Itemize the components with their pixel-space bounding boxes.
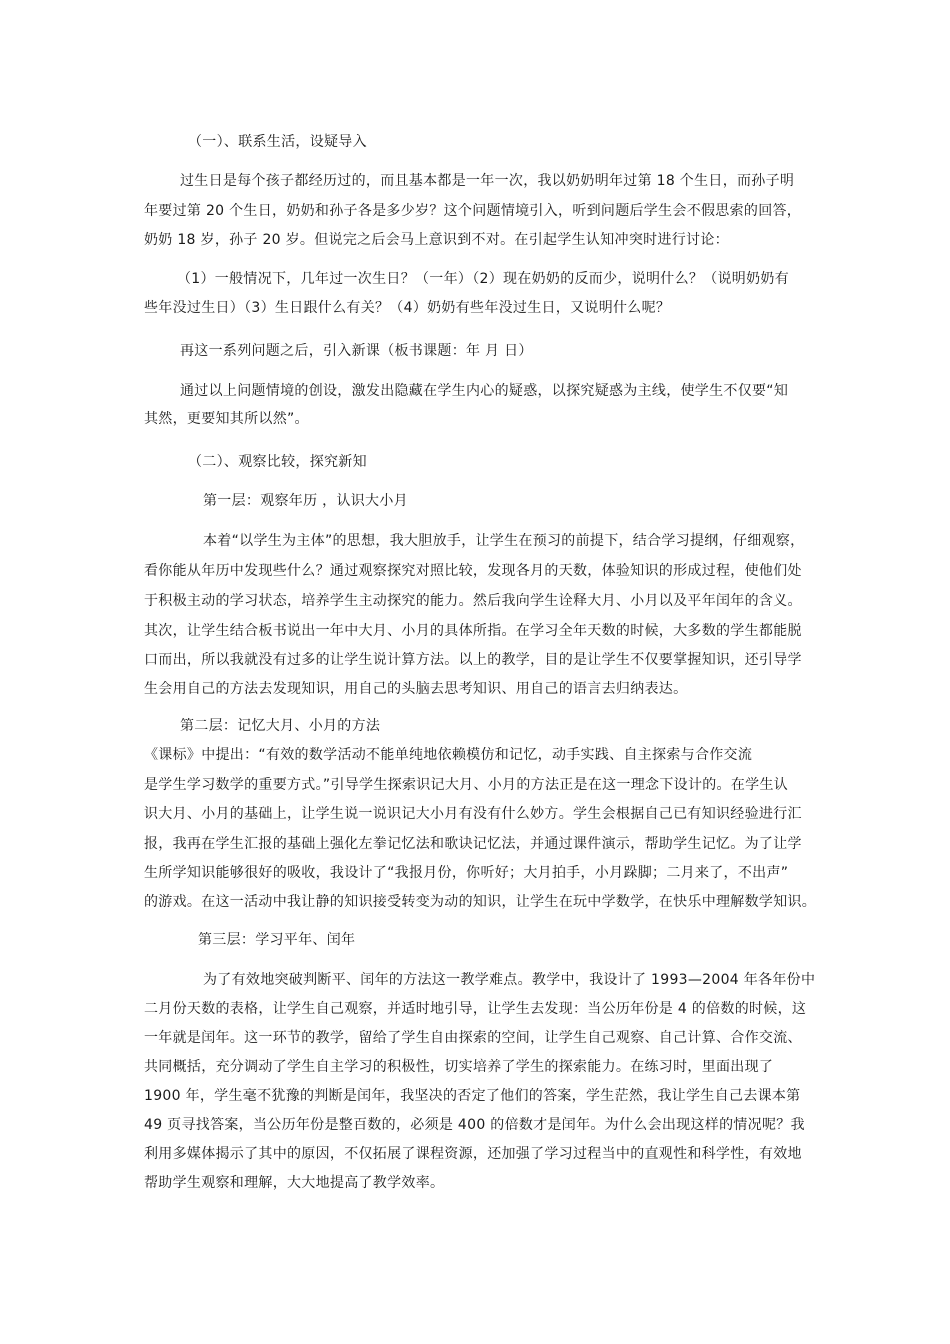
paragraph-line: 一年就是闰年。这一环节的教学，留给了学生自由探索的空间，让学生自己观察、自己计算、合作交流、 — [144, 1030, 802, 1046]
paragraph-line: 于积极主动的学习状态，培养学生主动探究的能力。然后我向学生诠释大月、小月以及平年闰年的含义。 — [144, 593, 802, 609]
paragraph-line: 本着“以学生为主体”的思想，我大胆放手，让学生在预习的前提下，结合学习提纲，仔细观察， — [203, 533, 805, 549]
paragraph-line: 生所学知识能够很好的吸收，我设计了“我报月份，你听好；大月拍手，小月跺脚；二月来了，不出声” — [144, 865, 789, 881]
paragraph-line: 为了有效地突破判断平、闰年的方法这一教学难点。教学中，我设计了 1993—2004 年各年份中 — [203, 972, 816, 988]
paragraph-line: 是学生学习数学的重要方式。”引导学生探索识记大月、小月的方法正是在这一理念下设计的。在学生认 — [144, 777, 789, 793]
paragraph-line: 49 页寻找答案，当公历年份是整百数的，必须是 400 的倍数才是闰年。为什么会出现这样的情况呢？我 — [144, 1117, 805, 1133]
paragraph-line: 利用多媒体揭示了其中的原因，不仅拓展了课程资源，还加强了学习过程当中的直观性和科学性，有效地 — [144, 1146, 802, 1162]
paragraph-line: 1900 年，学生毫不犹豫的判断是闰年，我坚决的否定了他们的答案，学生茫然，我让学生自己去课本第 — [144, 1088, 801, 1104]
subsection-title: 第一层：观察年历 ，认识大小月 — [203, 493, 408, 509]
paragraph-line: （1）一般情况下，几年过一次生日？（一年）（2）现在奶奶的反而少，说明什么？（说明奶奶有 — [177, 271, 790, 287]
paragraph-line: 通过以上问题情境的创设，激发出隐藏在学生内心的疑惑，以探究疑惑为主线，使学生不仅要“知 — [180, 383, 789, 399]
paragraph-line: 再这一系列问题之后，引入新课（板书课题：年 月 日） — [180, 343, 533, 359]
paragraph-line: 帮助学生观察和理解，大大地提高了教学效率。 — [144, 1175, 445, 1191]
paragraph-line: 年要过第 20 个生日，奶奶和孙子各是多少岁？这个问题情境引入，听到问题后学生会不假思索的回答， — [144, 203, 802, 219]
paragraph-line: 过生日是每个孩子都经历过的，而且基本都是一年一次，我以奶奶明年过第 18 个生日，而孙子明 — [180, 173, 795, 189]
paragraph-line: 报，我再在学生汇报的基础上强化左拳记忆法和歌诀记忆法，并通过课件演示，帮助学生记忆。为了让学 — [144, 836, 802, 852]
paragraph-line: 口而出，所以我就没有过多的让学生说计算方法。以上的教学，目的是让学生不仅要掌握知识，还引导学 — [144, 652, 802, 668]
paragraph-line: 看你能从年历中发现些什么？通过观察探究对照比较，发现各月的天数，体验知识的形成过程，使他们处 — [144, 563, 802, 579]
paragraph-line: 其然，更要知其所以然”。 — [144, 411, 309, 427]
paragraph-line: 生会用自己的方法去发现知识，用自己的头脑去思考知识、用自己的语言去归纳表达。 — [144, 681, 688, 697]
subsection-title: 第二层：记忆大月、小月的方法 — [180, 718, 381, 734]
paragraph-line: 《课标》中提出：“有效的数学活动不能单纯地依赖模仿和记忆，动手实践、自主探索与合作交流 — [144, 747, 753, 763]
section-heading: （一）、联系生活，设疑导入 — [188, 134, 367, 150]
section-heading: （二）、观察比较，探究新知 — [188, 454, 367, 470]
paragraph-line: 二月份天数的表格，让学生自己观察，并适时地引导，让学生去发现：当公历年份是 4 的倍数的时候，这 — [144, 1001, 807, 1017]
paragraph-line: 些年没过生日）（3）生日跟什么有关？（4）奶奶有些年没过生日，又说明什么呢？ — [144, 300, 671, 316]
paragraph-line: 其次，让学生结合板书说出一年中大月、小月的具体所指。在学习全年天数的时候，大多数的学生都能脱 — [144, 623, 802, 639]
paragraph-line: 的游戏。在这一活动中我让静的知识接受转变为动的知识，让学生在玩中学数学，在快乐中理解数学知识。 — [144, 894, 817, 910]
subsection-title: 第三层：学习平年、闰年 — [198, 932, 356, 948]
paragraph-line: 共同概括，充分调动了学生自主学习的积极性，切实培养了学生的探索能力。在练习时，里面出现了 — [144, 1059, 774, 1075]
paragraph-line: 奶奶 18 岁，孙子 20 岁。但说完之后会马上意识到不对。在引起学生认知冲突时进行讨论： — [144, 232, 729, 248]
paragraph-line: 识大月、小月的基础上，让学生说一说识记大小月有没有什么妙方。学生会根据自己已有知识经验进行汇 — [144, 806, 802, 822]
